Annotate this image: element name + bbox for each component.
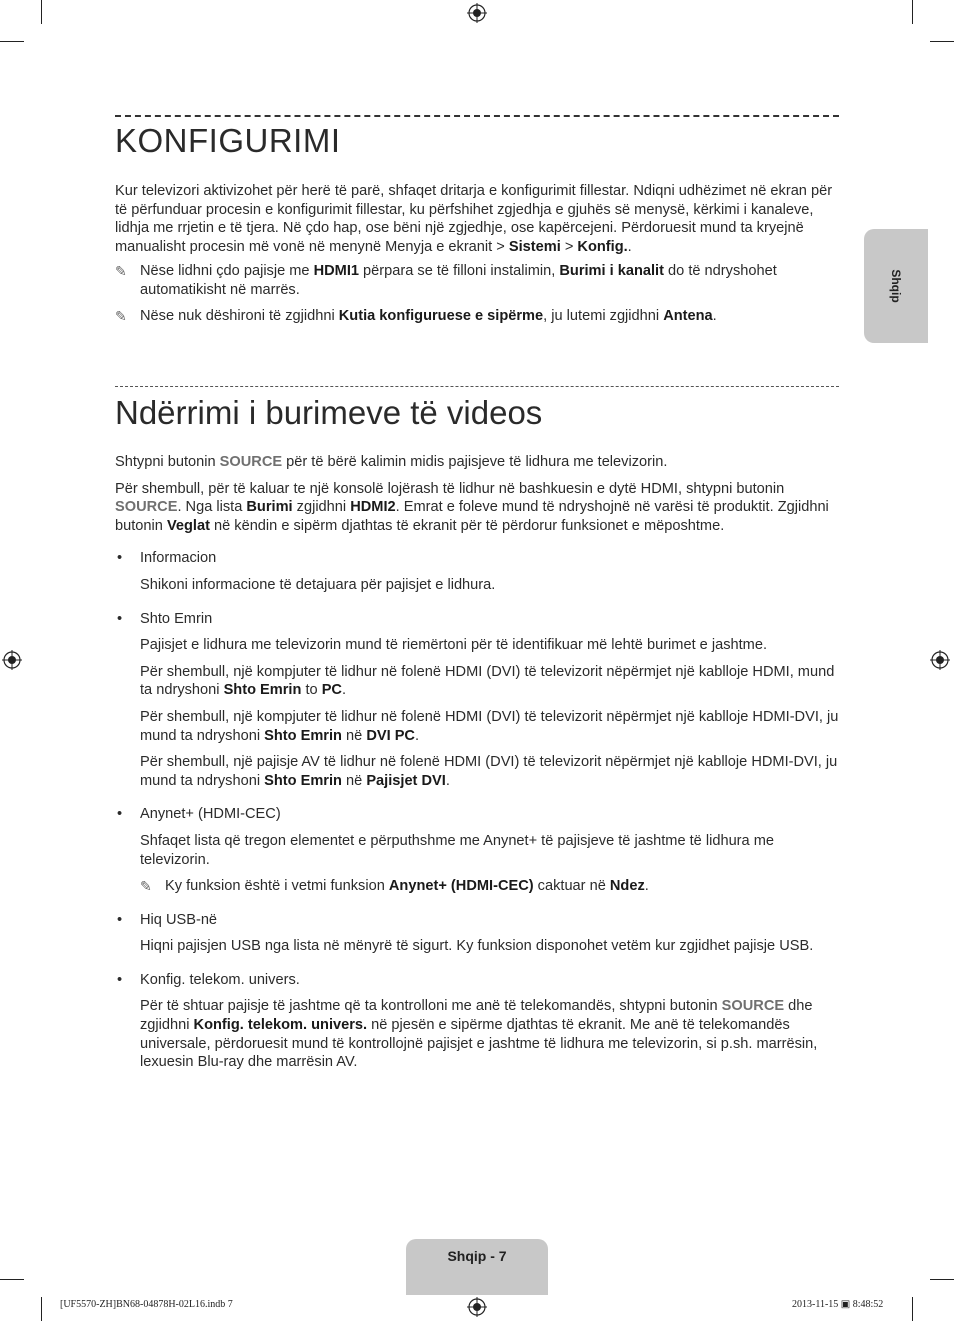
- list-item: • Shto Emrin: [117, 610, 213, 627]
- example-paragraph: Për shembull, një pajisje AV të lidhur në folenë HDMI (DVI) të televizorit nëpërmjet një kablloje HDMI-DVI, ju mund ta ndryshoni Shto Emrin në Pajisjet DVI.: [140, 754, 838, 789]
- pencil-note-icon: ✎: [140, 878, 152, 895]
- crop-mark: [912, 0, 913, 24]
- crop-mark: [0, 1279, 24, 1280]
- list-item: • Hiq USB-në: [117, 911, 218, 928]
- intro-paragraph: Kur televizori aktivizohet për herë të parë, shfaqet dritarja e konfigurimit fillestar. Ndiqni udhëzimet në ekran për të përfunduar procesin e konfigurimit fillestar, ku përfshihet zgjedhja e gjuhës së menysë, kërkimi i kanaleve, lidhja me rrjetin e të tjera. Në çdo hap, ose bëni një zgjedhje, ose kapërcejeni. Përdoruesit mund ta kryejnë manualisht procesin më vonë në menynë Menyja e ekranit > Sistemi > Konfig..: [115, 183, 833, 255]
- section-divider: [115, 386, 839, 387]
- list-item: • Konfig. telekom. univers.: [117, 971, 300, 988]
- registration-mark-icon: [467, 3, 487, 23]
- registration-mark-icon: [2, 650, 22, 670]
- footer-timestamp: 2013-11-15 ▣ 8:48:52: [792, 1299, 884, 1310]
- section-title: Ndërrimi i burimeve të videos: [115, 394, 543, 431]
- footer-file-info: [UF5570-ZH]BN68-04878H-02L16.indb 7: [60, 1299, 233, 1310]
- language-tab-label: Shqip: [889, 269, 903, 303]
- list-item: • Anynet+ (HDMI-CEC): [117, 806, 281, 823]
- section-title: KONFIGURIMI: [115, 122, 341, 159]
- item-description: Hiqni pajisjen USB nga lista në mënyrë të sigurt. Ky funksion disponohet vetëm kur zgjidhet pajisje USB.: [140, 938, 814, 955]
- crop-mark: [930, 41, 954, 42]
- paragraph: Shtypni butonin SOURCE për të bërë kalimin midis pajisjeve të lidhura me televizorin.: [115, 454, 668, 470]
- language-tab: [864, 229, 928, 343]
- crop-mark: [41, 1297, 42, 1321]
- item-description: Shfaqet lista që tregon elementet e përputhshme me Anynet+ të pajisjeve të jashtme të lidhura me televizorin.: [140, 832, 774, 868]
- item-description: Shikoni informacione të detajuara për pajisjet e lidhura.: [140, 576, 496, 593]
- note: ✎ Nëse lidhni çdo pajisje me HDMI1 përpara se të filloni instalimin, Burimi i kanalit do të ndryshohet automatikisht në marrës.: [115, 263, 777, 298]
- example-paragraph: Për shembull, një kompjuter të lidhur në folenë HDMI (DVI) të televizorit nëpërmjet një kablloje HDMI, mund ta ndryshoni Shto Emrin to PC.: [140, 663, 835, 699]
- pencil-note-icon: ✎: [115, 307, 127, 324]
- list-item: • Informacion: [117, 550, 217, 567]
- note: ✎ Nëse nuk dëshironi të zgjidhni Kutia konfiguruese e sipërme, ju lutemi zgjidhni Antena.: [115, 307, 717, 324]
- page-number: Shqip - 7: [447, 1248, 507, 1264]
- item-description: Për të shtuar pajisje të jashtme që ta kontrolloni me anë të telekomandës, shtypni butonin SOURCE dhe zgjidhni Konfig. telekom. univers. në pjesën e sipërme djathtas të ekranit. Me anë të telekomandës universale, përdoruesit mund të kontrollojnë pajisjet e jashtme të lidhura me televizorin, si p.sh. marrësin, lexuesin Blu-ray dhe marrësin AV.: [140, 998, 818, 1071]
- registration-mark-icon: [467, 1297, 487, 1317]
- example-paragraph: Për shembull, një kompjuter të lidhur në folenë HDMI (DVI) të televizorit nëpërmjet një kablloje HDMI-DVI, ju mund ta ndryshoni Shto Emrin në DVI PC.: [140, 708, 839, 744]
- section-body: [115, 453, 839, 1072]
- registration-mark-icon: [930, 650, 950, 670]
- section-divider: [115, 115, 839, 117]
- bullet-icon: •: [117, 550, 123, 567]
- crop-mark: [41, 0, 42, 24]
- bullet-icon: •: [117, 610, 123, 627]
- section-body: [115, 182, 839, 325]
- crop-mark: [0, 41, 24, 42]
- paragraph: Për shembull, për të kaluar te një konsolë lojërash të lidhur në bashkuesin e dytë HDMI, shtypni butonin SOURCE. Nga lista Burimi zgjidhni HDMI2. Emrat e foleve mund të ndryshojnë në varësi të produktit. Zgjidhni butonin Veglat në këndin e sipërm djathtas të ekranit për të përdorur funksionet e mëposhtme.: [115, 480, 829, 534]
- crop-mark: [930, 1279, 954, 1280]
- pencil-note-icon: ✎: [115, 263, 127, 280]
- bullet-icon: •: [117, 971, 123, 988]
- crop-mark: [912, 1297, 913, 1321]
- page-number-tab: [406, 1239, 548, 1295]
- bullet-icon: •: [117, 911, 123, 928]
- bullet-icon: •: [117, 806, 123, 823]
- item-description: Pajisjet e lidhura me televizorin mund të riemërtoni për të identifikuar më lehtë burimet e jashtme.: [140, 637, 768, 654]
- note: ✎ Ky funksion është i vetmi funksion Anynet+ (HDMI-CEC) caktuar në Ndez.: [140, 878, 649, 895]
